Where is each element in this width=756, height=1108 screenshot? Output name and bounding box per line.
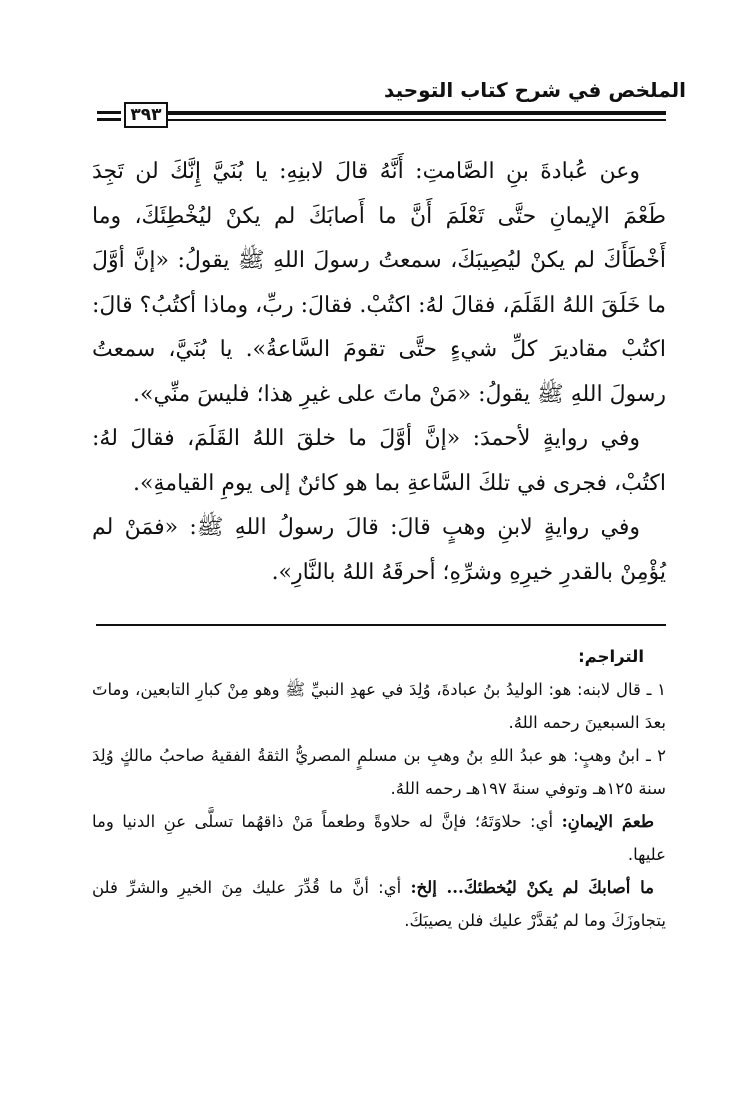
footnotes: [92, 640, 666, 937]
gloss-paragraph-2: [92, 871, 666, 937]
gloss-text-1: أي: حلاوَتَهُ؛ فإنَّ له حلاوةً وطعماً مَنْ ذاقهُما تسلَّى عنِ الدنيا وما عليها.: [92, 812, 666, 864]
gloss-term-1: طعمَ الإيمانِ:: [561, 812, 654, 831]
page-number: ٣٩٣: [124, 102, 168, 128]
notes-heading: التراجم:: [578, 647, 644, 666]
gloss-term-2: ما أصابكَ لم يكنْ ليُخطئكَ... إلخ:: [410, 878, 654, 897]
hadith-paragraph-1: وعن عُبادةَ بنِ الصَّامتِ: أَنَّهُ قالَ لابنِهِ: يا بُنَيَّ إِنَّكَ لن تَجِدَ طَعْمَ الإيمانِ حتَّى تَعْلَمَ أَنَّ ما أَصابَكَ لم يكنْ ليُخْطِئَكَ، وما أَخْطَأَكَ لم يكنْ ليُصِيبَكَ، سمعتُ رسولَ اللهِ ﷺ يقولُ: «إنَّ أوَّلَ ما خَلَقَ اللهُ القَلَمَ، فقالَ لهُ: اكتُبْ. فقالَ: ربِّ، وماذا أكتُبُ؟ قالَ: اكتُبْ مقاديرَ كلِّ شيءٍ حتَّى تقومَ السَّاعةُ». يا بُنَيَّ، سمعتُ رسولَ اللهِ ﷺ يقولُ: «مَنْ ماتَ على غيرِ هذا؛ فليسَ منِّي».: [92, 159, 667, 407]
running-title: الملخص في شرح كتاب التوحيد: [384, 78, 686, 102]
hadith-paragraph-3: وفي روايةٍ لابنِ وهبٍ قالَ: قالَ رسولُ اللهِ ﷺ: «فمَنْ لم يُؤْمِنْ بالقدرِ خيرِهِ وشرِّهِ؛ أحرقَهُ اللهُ بالنَّارِ».: [92, 515, 666, 585]
footnote-separator: [96, 624, 666, 626]
header-dash: [97, 111, 121, 121]
main-text: [92, 150, 666, 595]
gloss-text-2: أي: أنَّ ما قُدِّرَ عليك مِنَ الخيرِ والشرِّ فلن يتجاوزَكَ وما لم يُقدَّرْ عليك فلن يصيبَكَ.: [92, 878, 666, 930]
hadith-paragraph-2: وفي روايةٍ لأحمدَ: «إنَّ أوَّلَ ما خلقَ اللهُ القَلَمَ، فقالَ لهُ: اكتُبْ، فجرى في تلكَ السَّاعةِ بما هو كائنٌ إلى يومِ القيامةِ».: [92, 426, 666, 496]
gloss-paragraph-1: [92, 805, 666, 871]
header-rule: [168, 111, 666, 121]
note-item-2: ٢ ـ ابنُ وهبٍ: هو عبدُ اللهِ بنُ وهبِ بن مسلمٍ المصريُّ الثقةُ الفقيهُ صاحبُ مالكٍ وُلِدَ سنة ١٢٥هـ وتوفي سنةَ ١٩٧هـ رحمه اللهُ.: [92, 746, 666, 798]
note-item-1: ١ ـ قال لابنه: هو: الوليدُ بنُ عبادةَ، وُلِدَ في عهدِ النبيِّ ﷺ وهو مِنْ كبارِ التابعين، وماتَ بعدَ السبعينَ رحمه اللهُ.: [92, 680, 666, 732]
